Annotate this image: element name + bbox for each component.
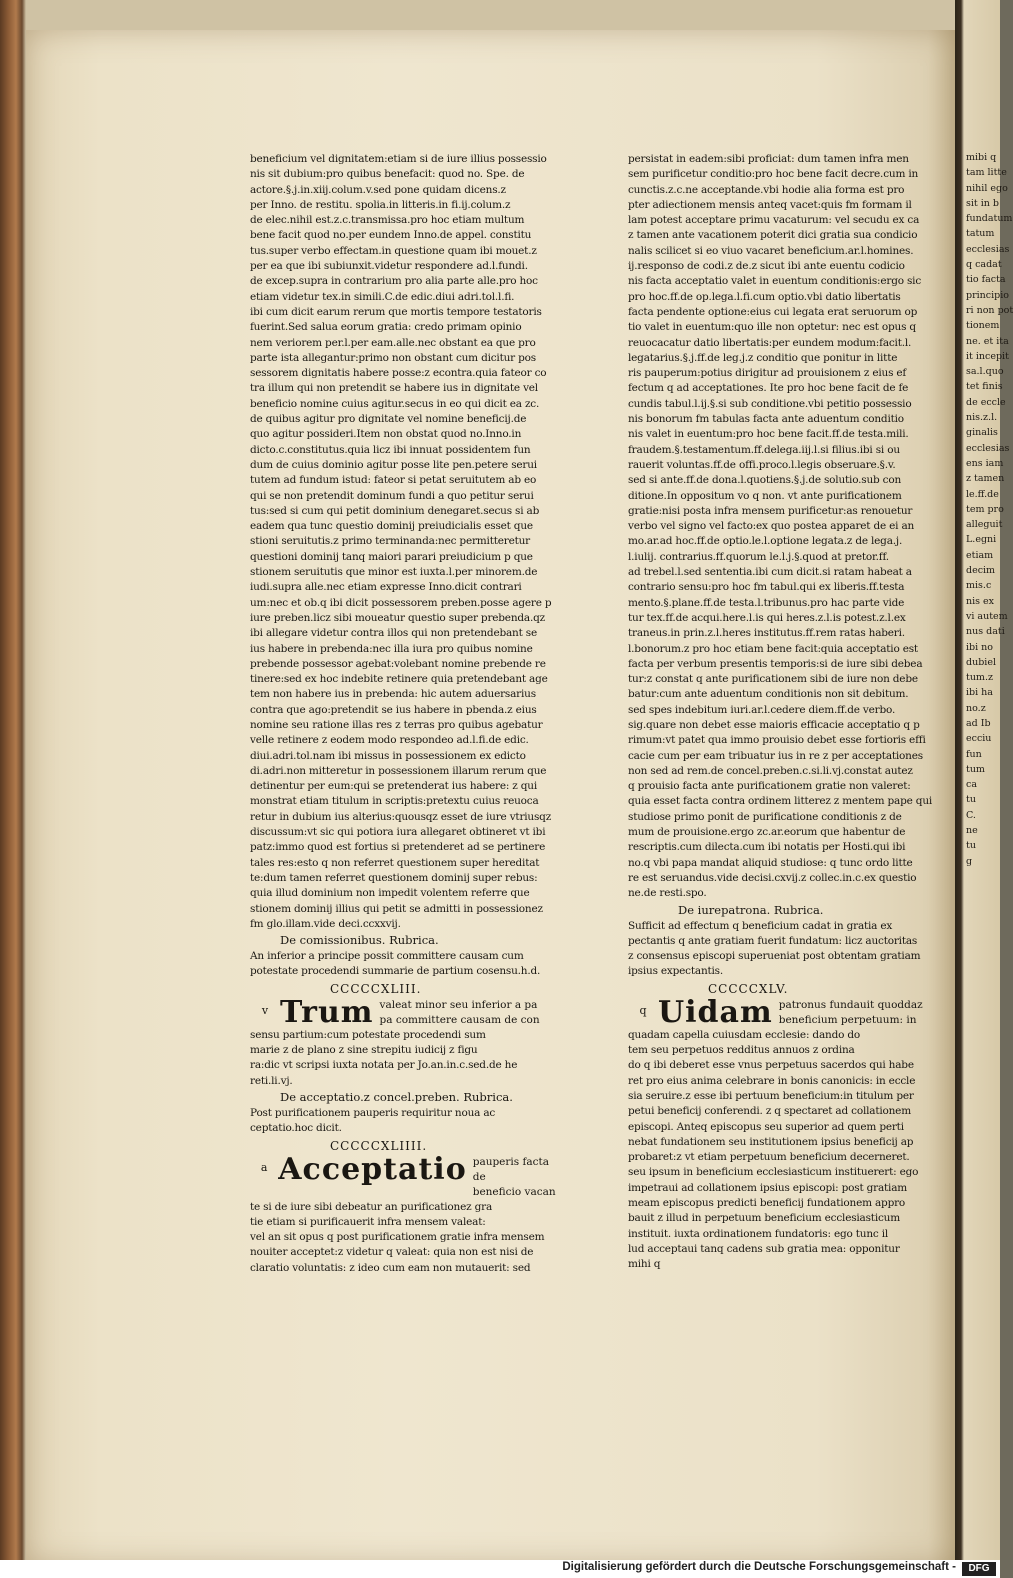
text-line: dum de cuius dominio agitur posse lite pen.petere serui	[250, 458, 537, 471]
next-page-fragment: z tamen	[966, 473, 1005, 485]
next-page-fragment: tem pro	[966, 503, 1004, 515]
next-page-fragment: vi autem	[966, 610, 1008, 622]
text-line: tem seu perpetuos redditus annuos z ordina	[628, 1044, 855, 1057]
margin-letter: q	[639, 1003, 647, 1017]
text-line: patronus fundauit quoddaz	[778, 998, 923, 1011]
text-line: nebat fundationem seu institutionem ipsius beneficij ap	[628, 1135, 914, 1148]
text-line: velle retinere z eodem modo respondeo ad.l.fi.de edic.	[250, 734, 529, 747]
text-line: tur:z constat q ante purificationem sibi de iure non debe	[628, 673, 918, 686]
text-line: quo agitur possideri.Item non obstat quod no.Inno.in	[250, 428, 522, 441]
text-line: marie z de plano z sine strepitu iudicij z figu	[250, 1044, 478, 1057]
next-page-fragment: L.egni	[966, 534, 997, 546]
next-page-fragments	[966, 150, 1013, 1210]
summary-line: z consensus episcopi superueniat post obtentam gratiam	[628, 950, 921, 963]
next-page-fragment: nis.z.l.	[966, 412, 998, 424]
next-page-fragment: ne. et ita	[966, 335, 1009, 347]
text-line: stionem dominij illius qui petit se admitti in possessionez	[250, 902, 543, 915]
footer-credit: Digitalisierung gefördert durch die Deutsche Forschungsgemeinschaft -	[562, 1561, 956, 1573]
text-line: mo.ar.ad hoc.ff.de optio.le.l.optione legata.z de lega.j.	[628, 535, 903, 548]
text-line: per ea que ibi subiunxit.videtur respondere ad.l.fundi.	[250, 260, 528, 273]
next-page-fragment: nis ex	[966, 595, 995, 607]
summary-line: An inferior a principe possit committere causam cum	[250, 950, 524, 963]
summary-line: ipsius expectantis.	[628, 965, 724, 978]
text-line: tur tex.ff.de acqui.here.l.is qui heres.z.l.is potest.z.l.ex	[628, 611, 906, 624]
text-line: ne.de resti.spo.	[628, 887, 707, 900]
text-line: l.bonorum.z pro hoc etiam bene facit:quia acceptatio est	[628, 642, 918, 655]
text-line: beneficio nomine cuius agitur.secus in eo qui dicit ea zc.	[250, 397, 540, 410]
text-line: verbo vel signo vel facto:ex quo postea apparet de ei an	[628, 520, 915, 533]
text-line: cacie cum per eam tribuatur ius in re z per acceptationes	[628, 749, 923, 762]
text-line: legatarius.§.j.ff.de leg.j.z conditio que ponitur in litte	[628, 351, 898, 364]
text-line: mento.§.plane.ff.de testa.l.tribunus.pro hac parte vide	[628, 596, 905, 609]
text-line: rescriptis.cum dilecta.cum ibi notatis per Hosti.qui ibi	[628, 841, 906, 854]
text-line: beneficio vacan	[472, 1185, 556, 1198]
left-number-2: CCCCCXLIIII.	[330, 1138, 428, 1153]
next-page-fragment: etiam	[966, 549, 994, 561]
next-page-fragment: ibi no	[966, 641, 994, 653]
text-line: pro hoc.ff.de op.lega.l.fi.cum optio.vbi datio libertatis	[628, 290, 901, 303]
next-page-fragment: mibi q	[966, 152, 997, 163]
text-line: quia illud dominium non impedit volentem referre que	[250, 887, 530, 900]
text-line: sia seruire.z esse ibi pertuum beneficium:in titulum per	[628, 1089, 914, 1102]
next-page-fragment: fun	[966, 748, 982, 760]
text-line: nis sit dubium:pro quibus benefacit: quod no. Spe. de	[250, 168, 525, 181]
text-line: episcopi. Anteq episcopus seu superior ad quem perti	[628, 1120, 904, 1133]
next-page-fragment: tu	[966, 794, 976, 806]
text-line: probaret:z vt etiam perpetuum beneficium decerneret.	[628, 1151, 910, 1164]
next-page-fragment: tam litte	[966, 167, 1007, 179]
text-line: tie etiam si purificauerit infra mensem valeat:	[250, 1215, 486, 1228]
next-page-fragment: tionem	[966, 320, 1000, 332]
text-line: reuocacatur datio libertatis:per eundem modum:facit.l.	[628, 336, 912, 349]
text-line: do q ibi deberet esse vnus perpetuus sacerdos qui habe	[628, 1059, 914, 1072]
next-page-fragment: ca	[966, 779, 977, 791]
left-initial-continuation-1	[250, 1028, 560, 1089]
next-page-fragment: ens iam	[966, 457, 1004, 469]
text-line: tio valet in euentum:quo ille non optetur: nec est opus q	[628, 321, 916, 334]
left-initial-block-1	[250, 994, 560, 1030]
next-page-fragment: q cadat	[966, 259, 1002, 271]
text-line: mum de prouisione.ergo zc.ar.eorum que habentur de	[628, 826, 906, 839]
text-line: beneficium perpetuum: in	[778, 1013, 917, 1026]
text-line: lam potest acceptare primu vacaturum: vel secudu ex ca	[628, 214, 920, 227]
margin-letter: v	[261, 1003, 269, 1017]
text-line: iure preben.licz sibi moueatur questio super prebenda.qz	[250, 611, 545, 624]
text-line: l.iulij. contrarius.ff.quorum le.l.j.§.quod at pretor.ff.	[628, 550, 889, 563]
text-line: pter adiectionem mensis anteq vacet:quis fm formam il	[628, 198, 912, 211]
text-line: ibi cum dicit earum rerum que mortis tempore testatoris	[250, 305, 542, 318]
text-line: sed si ante.ff.de dona.l.quotiens.§.j.de solutio.sub con	[628, 474, 902, 487]
text-line: di.adri.non mitteretur in possessionem illarum rerum que	[250, 764, 547, 777]
margin-letter: a	[260, 1160, 268, 1174]
text-line: nouiter acceptet:z videtur q valeat: quia non est nisi de	[250, 1246, 534, 1259]
next-page-fragment: ecclesias	[966, 243, 1010, 255]
next-page-fragment: ri non pot	[966, 304, 1013, 316]
text-line: sensu partium:cum potestate procedendi sum	[250, 1028, 486, 1041]
text-line: ret pro eius anima celebrare in bonis canonicis: in eccle	[628, 1074, 916, 1087]
text-line: instituit. iuxta ordinationem fundatoris: ego tunc il	[628, 1227, 889, 1240]
text-line: reti.li.vj.	[250, 1074, 293, 1087]
dfg-logo: DFG	[962, 1562, 996, 1576]
text-line: gratie:nisi posta infra mensem purificetur:as renouetur	[628, 504, 913, 517]
text-line: stionem seruitutis que minor est iuxta.l.per minorem.de	[250, 566, 538, 579]
next-page-fragment: sit in b	[966, 197, 1000, 209]
text-line: fraudem.§.testamentum.ff.delega.iij.l.si filius.ibi si ou	[628, 443, 900, 456]
summary-line: ceptatio.hoc dicit.	[250, 1122, 342, 1135]
next-page-fragment: alleguit	[966, 519, 1003, 531]
text-line: ris pauperum:potius dirigitur ad prouisionem z eius ef	[628, 367, 907, 380]
text-line: lud acceptaui tanq cadens sub gratia mea: opponitur	[628, 1242, 900, 1255]
text-line: claratio voluntatis: z ideo cum eam non mutauerit: sed	[250, 1261, 531, 1274]
next-page-fragment: tatum	[966, 228, 995, 240]
text-line: facta per verbum presentis temporis:si de iure sibi debea	[628, 657, 923, 670]
text-line: q prouisio facta ante purificationem gratie non valeret:	[628, 780, 911, 793]
text-line: diui.adri.tol.nam ibi missus in possessionem ex edicto	[250, 749, 526, 762]
text-line: contrario sensu:pro hoc fm tabul.qui ex liberis.ff.testa	[628, 581, 905, 594]
text-line: bene facit quod no.per eundem Inno.de appel. constitu	[250, 229, 532, 242]
initial-word: Uidam	[658, 994, 773, 1030]
left-rubric-2: De acceptatio.z concel.preben. Rubrica.	[280, 1089, 513, 1104]
left-initial-continuation-2	[250, 1200, 560, 1276]
text-line: valeat minor seu inferior a pa	[379, 998, 538, 1011]
next-page-fragment: tum.z	[966, 672, 993, 684]
text-line: re est seruandus.vide decisi.cxvij.z collec.in.c.ex questio	[628, 871, 917, 884]
right-initial-continuation-1	[628, 1028, 938, 1273]
text-line: sig.quare non debet esse maioris efficacie acceptatio q p	[628, 718, 920, 731]
right-text-block-1	[628, 152, 938, 902]
text-line: iudi.supra alle.nec etiam expresse Inno.dicit contrari	[250, 581, 522, 594]
next-page-fragment: ad Ib	[966, 717, 991, 729]
text-line: quia esset facta contra ordinem litterez z mentem pape qui	[628, 795, 933, 808]
text-line: tutem ad fundum istud: fateor si petat seruitutem ab eo	[250, 474, 537, 487]
text-line: per Inno. de restitu. spolia.in litteris.in fi.ij.colum.z	[250, 198, 511, 211]
left-column	[250, 152, 560, 1276]
text-line: actore.§.j.in.xiij.colum.v.sed pone quidam dicens.z	[250, 183, 506, 196]
text-line: retur in dubium ius alterius:quousqz esset de iure vtriusqz	[250, 810, 552, 823]
left-summary-1	[250, 949, 560, 980]
next-page-fragment: le.ff.de	[966, 488, 999, 500]
next-page-fragment: ginalis	[966, 427, 998, 439]
next-page-fragment: it incepit	[966, 350, 1009, 362]
summary-line: pectantis q ante gratiam fuerit fundatum: licz auctoritas	[628, 934, 918, 947]
text-line: fuerint.Sed salua eorum gratia: credo primam opinio	[250, 321, 522, 334]
text-line: tinere:sed ex hoc indebite retinere quia pretendebant age	[250, 673, 548, 686]
next-page-fragment: de eccle	[966, 396, 1006, 408]
text-line: tales res:esto q non referret questionem super hereditat	[250, 856, 540, 869]
text-line: tra illum qui non pretendit se habere ius in dignitate vel	[250, 382, 538, 395]
next-page-fragment: tet finis	[966, 381, 1003, 393]
right-summary-1	[628, 919, 938, 980]
text-line: sem purificetur conditio:pro hoc bene facit decre.cum in	[628, 168, 919, 181]
next-page-fragment: ibi ha	[966, 687, 993, 699]
text-line: ij.responso de codi.z de.z sicut ibi ante euentu codicio	[628, 260, 905, 273]
summary-line: Sufficit ad effectum q beneficium cadat in gratia ex	[628, 919, 893, 932]
text-line: rauerit voluntas.ff.de offi.proco.l.legis obseruare.§.v.	[628, 458, 896, 471]
text-line: patz:immo quod est fortius si pretenderet ad se pertinere	[250, 841, 546, 854]
text-line: fectum q ad acceptationes. Ite pro hoc bene facit de fe	[628, 382, 909, 395]
text-line: um:nec et ob.q ibi dicit possessorem preben.posse agere p	[250, 596, 552, 609]
text-line: monstrat etiam titulum in scriptis:pretextu cuius reuoca	[250, 795, 539, 808]
next-page-fragment: decim	[966, 565, 996, 577]
text-line: ibi allegare videtur contra illos qui non pretendebant se	[250, 627, 537, 640]
text-line: nis valet in euentum:pro hoc bene facit.ff.de testa.mili.	[628, 428, 909, 441]
text-line: seu ipsum in beneficium ecclesiasticum instituerert: ego	[628, 1166, 919, 1179]
next-page-fragment: ecclesias	[966, 442, 1010, 454]
text-line: de excep.supra in contrarium pro alia parte alle.pro hoc	[250, 275, 538, 288]
next-page-fragment: nus dati	[966, 626, 1005, 638]
initial-word: Trum	[280, 994, 374, 1030]
text-line: nis bonorum fm tabulas facta ante aduentum conditio	[628, 413, 904, 426]
text-line: ius habere in prebenda:nec illa iura pro quibus nomine	[250, 642, 533, 655]
next-page-fragment: fundatum	[966, 213, 1013, 225]
text-line: no.q vbi papa mandat aliquid studiose: q tunc ordo litte	[628, 856, 913, 869]
left-number-1: CCCCCXLIII.	[330, 981, 422, 996]
text-line: tus.super verbo effectam.in questione quam ibi mouet.z	[250, 244, 537, 257]
text-line: de elec.nihil est.z.c.transmissa.pro hoc etiam multum	[250, 214, 525, 227]
left-summary-2	[250, 1106, 560, 1137]
text-line: cundis tabul.l.ij.§.si sub conditione.vbi petitio possessio	[628, 397, 912, 410]
left-text-block-1	[250, 152, 560, 932]
text-line: nalis scilicet si eo viuo vacaret beneficium.ar.l.homines.	[628, 244, 914, 257]
text-line: studiose primo ponit de purificatione conditionis z de	[628, 810, 902, 823]
text-line: vel an sit opus q post purificationem gratie infra mensem	[250, 1231, 545, 1244]
text-line: non sed ad rem.de concel.preben.c.si.li.vj.constat autez	[628, 764, 913, 777]
text-line: pauperis facta de	[472, 1155, 550, 1183]
text-line: fm glo.illam.vide deci.ccxxvij.	[250, 917, 401, 930]
text-line: rimum:vt patet qua immo prouisio debet esse fortioris effi	[628, 734, 926, 747]
summary-line: potestate procedendi summarie de partium cosensu.h.d.	[250, 965, 541, 978]
text-line: contra que ago:pretendit se ius habere in pbenda.z eius	[250, 703, 537, 716]
left-rubric-1: De comissionibus. Rubrica.	[280, 933, 439, 948]
text-line: batur:cum ante aduentum conditionis non sit debitum.	[628, 688, 909, 701]
left-initial-block-2	[250, 1151, 560, 1200]
text-line: questioni dominij tanq maiori parari preiudicium p que	[250, 550, 533, 563]
next-page-fragment: no.z	[966, 702, 986, 714]
text-line: tus:sed si cum qui petit dominium denegaret.secus si ab	[250, 504, 540, 517]
text-line: impetraui ad collationem ipsius episcopi: post gratiam	[628, 1181, 908, 1194]
initial-word: Acceptatio	[278, 1151, 467, 1187]
text-line: nem veriorem per.l.per eam.alle.nec obstant ea que pro	[250, 336, 536, 349]
text-line: te si de iure sibi debeatur an purificationez gra	[250, 1200, 493, 1213]
next-page-fragment: sa.l.quo	[966, 366, 1004, 378]
text-line: qui se non pretendit dominum fundi a quo petitur serui	[250, 489, 534, 502]
summary-line: Post purificationem pauperis requiritur noua ac	[250, 1106, 496, 1119]
text-line: dicto.c.constitutus.quia licz ibi innuat possidentem fun	[250, 443, 531, 456]
text-line: stioni seruitutis.z primo terminanda:nec permitteretur	[250, 535, 530, 548]
text-line: discussum:vt sic qui potiora iura allegaret obtineret vt ibi	[250, 826, 546, 839]
right-column	[628, 152, 938, 1272]
text-line: traneus.in prin.z.l.heres institutus.ff.rem ratas haberi.	[628, 627, 905, 640]
next-page-fragment: dubiel	[966, 656, 996, 668]
right-initial-block-1	[628, 994, 938, 1030]
text-line: parte ista allegantur:primo non obstant cum dicitur pos	[250, 351, 536, 364]
text-line: persistat in eadem:sibi proficiat: dum tamen infra men	[628, 153, 909, 165]
next-page-fragment: C.	[966, 809, 976, 821]
next-page-fragment: ne	[966, 825, 978, 837]
text-line: meam episcopus predicti beneficij fundationem appro	[628, 1197, 906, 1209]
text-line: de quibus agitur pro dignitate vel nomine beneficij.de	[250, 413, 527, 426]
text-line: bauit z illud in perpetuum beneficium ecclesiasticum	[628, 1212, 900, 1225]
initial-lines	[779, 998, 923, 1028]
text-line: z tamen ante vacationem poterit dici gratia sua condicio	[628, 229, 918, 242]
text-line: tem non habere ius in prebenda: hic autem aduersarius	[250, 688, 536, 701]
text-line: ditione.In oppositum vo q non. vt ante purificationem	[628, 489, 902, 502]
initial-lines	[380, 998, 540, 1028]
text-line: sed spes indebitum iuri.ar.l.cedere diem.ff.de verbo.	[628, 703, 896, 716]
initial-lines	[473, 1155, 560, 1200]
right-number-1: CCCCCXLV.	[708, 981, 789, 996]
text-line: sessorem dignitatis habere posse:z econtra.quia fateor co	[250, 367, 547, 380]
next-page-fragment: ecciu	[966, 733, 992, 745]
next-page-fragment: tum	[966, 763, 985, 775]
next-page-fragment: tu	[966, 840, 976, 852]
text-line: ad trebel.l.sed sententia.ibi cum dicit.si ratam habeat a	[628, 566, 912, 579]
next-page-fragment: principio	[966, 289, 1009, 301]
next-page-fragment: g	[966, 855, 973, 867]
text-line: quadam capella cuiusdam ecclesie: dando do	[628, 1028, 860, 1041]
text-line: ra:dic vt scripsi iuxta notata per Jo.an.in.c.sed.de he	[250, 1059, 518, 1072]
right-rubric-1: De iurepatrona. Rubrica.	[678, 902, 824, 917]
text-line: te:dum tamen referret questionem dominij super rebus:	[250, 871, 538, 884]
text-line: mihi q	[628, 1258, 661, 1271]
text-line: cunctis.z.c.ne acceptande.vbi hodie alia forma est pro	[628, 183, 905, 196]
footer-bar	[0, 1560, 1000, 1578]
next-page-fragment: nihil ego	[966, 182, 1008, 194]
next-page-fragment: tio facta	[966, 274, 1006, 286]
text-line: petui beneficij conferendi. z q spectaret ad collationem	[628, 1105, 911, 1118]
text-line: detinentur per eum:qui se pretenderat ius habere: z qui	[250, 780, 538, 793]
text-line: nomine seu ratione illas res z terras pro quibus agebatur	[250, 718, 543, 731]
text-line: prebende possessor agebat:volebant nomine prebende re	[250, 657, 546, 670]
text-line: nis facta acceptatio valet in euentum conditionis:ergo sic	[628, 275, 922, 288]
text-line: beneficium vel dignitatem:etiam si de iure illius possessio	[250, 153, 547, 165]
text-line: facta pendente optione:eius cui legata erat seruorum op	[628, 305, 918, 318]
text-line: eadem qua tunc questio dominij preiudicialis esset que	[250, 520, 533, 533]
text-line: pa committere causam de con	[379, 1013, 540, 1026]
next-page-fragment: mis.c	[966, 580, 992, 592]
text-line: etiam videtur tex.in simili.C.de edic.diui adri.tol.l.fi.	[250, 290, 515, 303]
